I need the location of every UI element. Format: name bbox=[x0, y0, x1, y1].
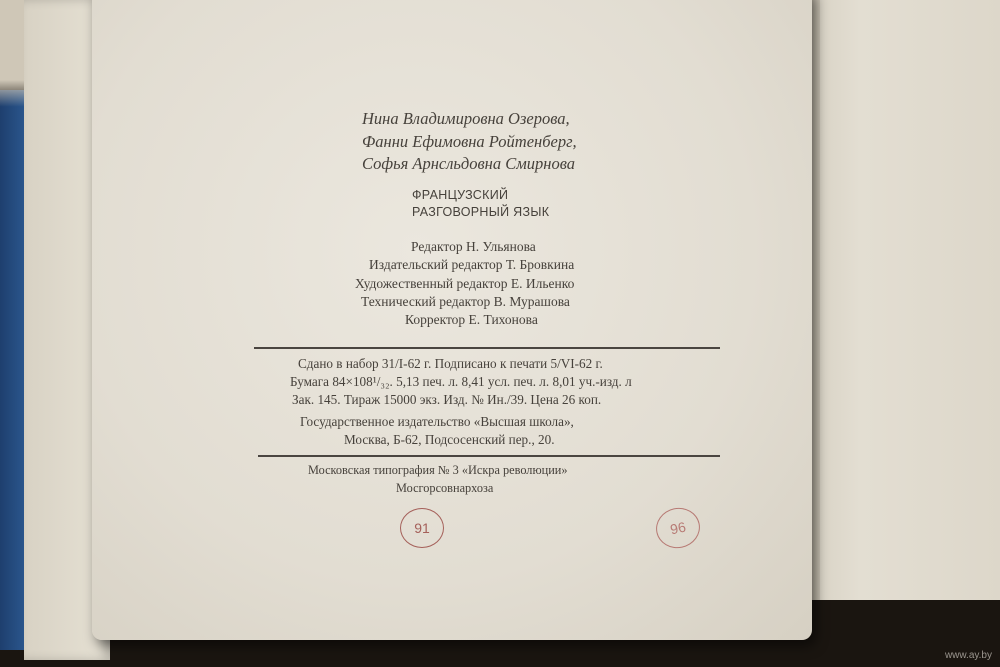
publisher-line: Государственное издательство «Высшая школа», bbox=[300, 414, 574, 429]
imprint-line: Бумага 84×108¹/₃₂. 5,13 печ. л. 8,41 усл. печ. л. 8,01 уч.-изд. л bbox=[290, 373, 632, 389]
authors-block bbox=[362, 108, 577, 176]
author-line: Фанни Ефимовна Ройтенберг, bbox=[362, 131, 577, 151]
imprint-block bbox=[292, 355, 632, 408]
page-stamp: 96 bbox=[652, 504, 703, 552]
book-title bbox=[412, 187, 549, 221]
title-line: РАЗГОВОРНЫЙ ЯЗЫК bbox=[412, 205, 550, 219]
publisher-block bbox=[300, 413, 574, 449]
divider-line bbox=[254, 347, 720, 349]
printer-line: Мосгорсовнархоза bbox=[396, 481, 494, 495]
divider-line bbox=[258, 455, 720, 457]
right-page bbox=[800, 0, 1000, 600]
author-line: Софья Арнсльдовна Смирнова bbox=[362, 154, 576, 173]
credit-editor: Редактор Н. Ульянова bbox=[411, 239, 536, 254]
title-line: ФРАНЦУЗСКИЙ bbox=[412, 188, 509, 202]
staff-credits bbox=[355, 238, 574, 329]
publisher-line: Москва, Б-62, Подсосенский пер., 20. bbox=[344, 431, 555, 447]
imprint-line: Зак. 145. Тираж 15000 экз. Изд. № Ин./39. Цена 26 коп. bbox=[292, 391, 602, 407]
credit-proofreader: Корректор Е. Тихонова bbox=[405, 312, 538, 328]
page-stamp: 91 bbox=[400, 508, 444, 548]
author-line: Нина Владимировна Озерова, bbox=[362, 109, 570, 128]
imprint-line: Сдано в набор 31/I-62 г. Подписано к печати 5/VI-62 г. bbox=[298, 356, 603, 371]
printer-block bbox=[308, 461, 568, 497]
credit-publishing-editor: Издательский редактор Т. Бровкина bbox=[369, 257, 575, 273]
credit-art-editor: Художественный редактор Е. Ильенко bbox=[355, 275, 575, 291]
site-watermark: www.ay.by bbox=[944, 650, 992, 661]
printer-line: Московская типография № 3 «Искра революции» bbox=[308, 463, 568, 477]
credit-technical-editor: Технический редактор В. Мурашова bbox=[361, 293, 570, 309]
